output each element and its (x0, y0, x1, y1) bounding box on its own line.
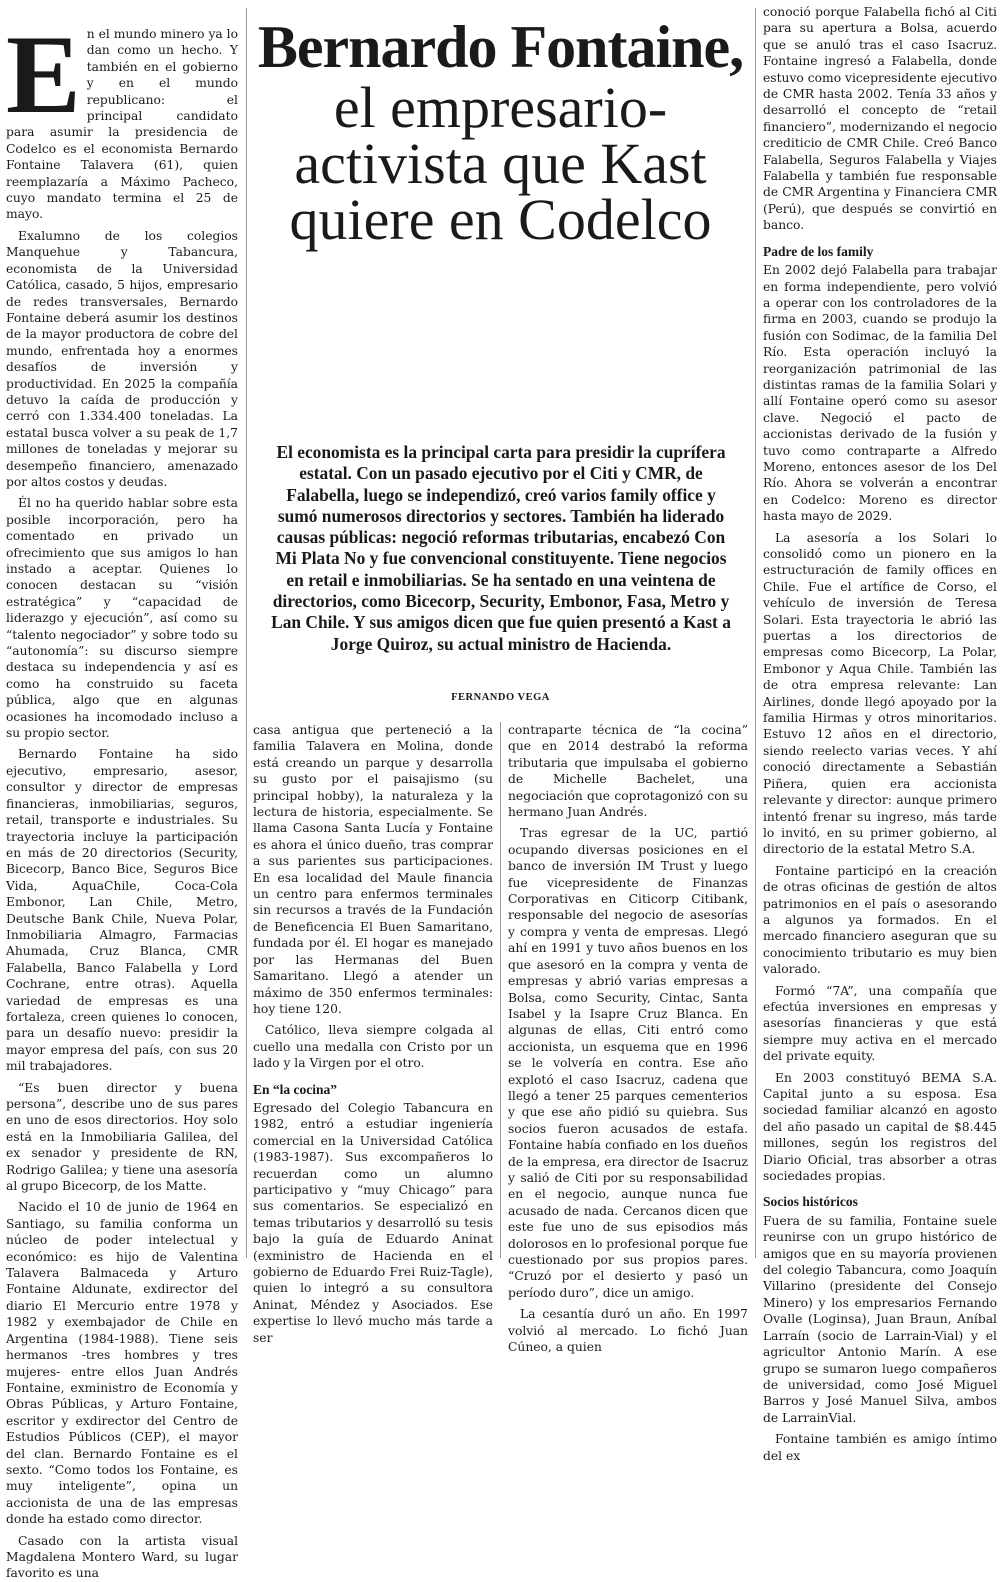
deck: El economista es la principal carta para presidir la cuprífera estatal. Con un pasado ejecutivo por el Citi y CMR, de Falabella, luego se independizó, creó varios family office y sumó numerosos directorios y sectores. También ha liderado causas públicas: negoció reformas tributarias, encabezó Con Mi Plata No y fue convencional constituyente. Tiene negocios en retail e inmobiliarias. Se ha sentado en una veintena de directorios, como Bicecorp, Security, Embonor, Fasa, Metro y Lan Chile. Y sus amigos dicen que fue quien presentó a Kast a Jorge Quiroz, su actual ministro de Hacienda. (271, 442, 731, 654)
headline (253, 14, 748, 252)
paragraph: Egresado del Colegio Tabancura en 1982, entró a estudiar ingeniería comercial en la Universidad Católica (1983-1987). Sus excompañeros lo recuerdan como un alumno participativo y “muy Chicago” para sus comentarios. Se especializó en temas tributarios y desarrolló su tesis bajo la guía de Eduardo Aninat (exministro de Hacienda en el gobierno de Eduardo Frei Ruiz-Tagle), quien lo integró a su consultora Aninat, Méndez y Asociados. Ese expertise lo llevó mucho más tarde a ser (253, 1100, 493, 1345)
paragraph: contraparte técnica de “la cocina” que en 2014 destrabó la reforma tributaria que impulsaba el gobierno de Michelle Bachelet, una negociación que coprotagonizó con su hermano Juan Andrés. (508, 723, 748, 820)
paragraph: La asesoría a los Solari lo consolidó como un pionero en la estructuración de family offices en Chile. Fue el artífice de Corso, el vehículo de inversión de Teresa Solari. Esta trayectoria le abrió las puertas a los directorios de empresas como Bicecorp, La Polar, Embonor y Aqua Chile. También las de otra empresa relevante: Lan Airlines, donde llegó apoyado por la familia Hirmas y otros minoritarios. Estuvo 12 años en el directorio, siendo reelecto varias veces. Y ahí conoció directamente a Sebastián Piñera, quien era accionista relevante y director: aunque primero intentó frenar su ingreso, más tarde lo invitó, en su primer gobierno, al directorio de la estatal Metro S.A. (763, 530, 997, 857)
paragraph: En 2002 dejó Falabella para trabajar en forma independiente, pero volvió a operar con los controladores de la firma en 2003, cuando se produjo la fusión con Sodimac, de la familia Del Río. Esta operación incluyó la reorganización patrimonial de las distintas ramas de la familia Solari y allí Fontaine operó como su asesor clave. Negoció el pacto de accionistas derivado de la fusión y tuvo como contraparte a Alfredo Moreno, entonces asesor de los Del Río. Ahora se volverán a encontrar en Codelco: Moreno es director hasta mayo de 2029. (763, 263, 997, 524)
column-2 (253, 722, 493, 1345)
paragraph: Fuera de su familia, Fontaine suele reunirse con un grupo histórico de amigos que en su mayoría provienen del colegio Tabancura, como Joaquín Villarino (presidente del Consejo Minero) y los empresarios Fernando Ovalle (Loginsa), Juan Braun, Aníbal Larraín (socio de Larrain-Vial) y el agricultor Antonio Marín. A ese grupo se sumaron luego compañeros de universidad, como José Miguel Barros y José Manuel Silva, ambos de LarrainVial. (763, 1213, 997, 1425)
paragraph: Formó “7A”, una compañía que efectúa inversiones en empresas y asesorías financieras y que está siempre muy activa en el mercado del private equity. (763, 983, 997, 1064)
paragraph: casa antigua que perteneció a la familia Talavera en Molina, donde está creando un parque y desarrolla su gusto por el paisajismo (su principal hobby), la naturaleza y la lectura de historia, especialmente. Se llama Casona Santa Lucía y Fontaine es ahora el único dueño, tras comprar a sus parientes sus participaciones. En esa localidad del Maule financia un centro para enfermos terminales sin recursos a través de la Fundación de Beneficencia El Buen Samaritano, fundada por él. El hogar es manejado por las Hermanas del Buen Samaritano. Llegó a atender un máximo de 350 enfermos terminales: hoy tiene 120. (253, 723, 493, 1016)
paragraph: En 2003 constituyó BEMA S.A. Capital junto a su esposa. Esa sociedad familiar alcanzó en agosto del año pasado un capital de $8.445 millones, según los registros del Diario Oficial, tras absorber a otras sociedades propias. (763, 1070, 997, 1184)
paragraph: Católico, lleva siempre colgada al cuello una medalla con Cristo por un lado y la Virgen por el otro. (253, 1023, 493, 1071)
column-2b-paragraphs (253, 1100, 493, 1346)
drop-cap: E (6, 13, 81, 137)
column-4b-paragraphs (763, 262, 997, 1184)
paragraph: Él no ha querido hablar sobre esta posible incorporación, pero ha comentado en privado un ofrecimiento que sus amigos lo han instado a aceptar. Quienes lo conocen destacan su “visión estratégica” y “capacidad de liderazgo y ejecución”, así como su “talento negociador” y sobre todo su “autonomía”: su discurso siempre destaca su independencia y así es como ha construido su faceta pública, algo que en algunas ocasiones ha incomodado incluso a su propio sector. (6, 496, 238, 741)
column-4c-paragraphs (763, 1213, 997, 1464)
column-rule (755, 8, 756, 1258)
column-4 (763, 4, 997, 1463)
section-heading-cocina: En “la cocina” (253, 1081, 338, 1097)
column-rule (500, 722, 501, 1258)
paragraph: Fontaine participó en la creación de otras oficinas de gestión de altos patrimonios en el país o asesorando a algunos ya formados. En el mercado financiero aseguran que su conocimiento tributario es muy bien valorado. (763, 863, 997, 977)
column-1 (6, 13, 238, 1581)
headline-subtitle: el empresario-activista que Kast quiere en Codelco (289, 75, 712, 252)
column-rule (246, 8, 247, 1258)
byline: FERNANDO VEGA (451, 692, 550, 703)
column-1-paragraphs (6, 13, 238, 1582)
paragraph: Exalumno de los colegios Manquehue y Tabancura, economista de la Universidad Católica, casado, 5 hijos, empresario de redes transversales, Bernardo Fontaine deberá asumir los destinos de la mayor productora de cobre del mundo, enfrentada hoy a enormes desafíos de inversión y productividad. En 2025 la compañía detuvo la caída de producción y cerró con 1.334.400 toneladas. La estatal busca volver a su peak de 1,7 millones de toneladas y mejorar su desempeño financiero, amenazado por altos costos y deudas. (6, 228, 238, 489)
paragraph: n el mundo minero ya lo dan como un hecho. Y también en el gobierno y en el mundo republicano: el principal candidato para asumir la presidencia de Codelco es el economista Bernardo Fontaine Talavera (61), quien reemplazaría a Máximo Pacheco, cuyo mandato termina el 25 de mayo. (6, 27, 238, 222)
paragraph: conoció porque Falabella fichó al Citi para su apertura a Bolsa, acuerdo que se anuló tras el caso Isacruz. Fontaine ingresó a Falabella, donde estuvo como vicepresidente ejecutivo de CMR hasta 2002. Tenía 33 años y desarrolló el concepto de “retail financiero”, modernizando el negocio crediticio de CMR Chile. Creó Banco Falabella, Seguros Falabella y Viajes Falabella y también fue responsable de CMR Argentina y Financiera CMR (Perú), que después se convirtió en banco. (763, 5, 997, 233)
column-2-paragraphs (253, 722, 493, 1072)
paragraph: La cesantía duró un año. En 1997 volvió al mercado. Lo fichó Juan Cúneo, a quien (508, 1307, 748, 1355)
column-3-paragraphs (508, 722, 748, 1355)
paragraph: Bernardo Fontaine ha sido ejecutivo, empresario, asesor, consultor y director de empresas financieras, inmobiliarias, seguros, retail, transporte e industriales. Su trayectoria incluye la participación en más de 20 directorios (Security, Bicecorp, Banco Bice, Seguros Bice Vida, AquaChile, Coca-Cola Embonor, Lan Chile, Metro, Deutsche Bank Chile, Nueva Polar, Inmobiliaria Almagro, Farmacias Ahumada, Cruz Blanca, CMR Falabella, Banco Falabella y Lord Cochrane, entre otras). Aquella variedad de empresas es una fortaleza, creen quienes lo conocen, para un desafío nuevo: presidir la mayor empresa del país, con sus 20 mil trabajadores. (6, 747, 238, 1074)
paragraph: Fontaine también es amigo íntimo del ex (763, 1432, 997, 1463)
column-4-paragraphs (763, 4, 997, 234)
column-3 (508, 722, 748, 1355)
paragraph: Casado con la artista visual Magdalena Montero Ward, su lugar favorito es una (6, 1533, 238, 1581)
paragraph: Nacido el 10 de junio de 1964 en Santiago, su familia conforma un núcleo de poder intelectual y económico: es hijo de Valentina Talavera Balmaceda y Arturo Fontaine Aldunate, exdirector del diario El Mercurio entre 1978 y 1982 y exembajador de Chile en Argentina (1984-1988). Tiene seis hermanos -tres hombres y tres mujeres- entre ellos Juan Andrés Fontaine, exministro de Economía y Obras Públicas, y Arturo Fontaine, escritor y exdirector del Centro de Estudios Públicos (CEP), el mayor del clan. Bernardo Fontaine es el sexto. “Como todos los Fontaine, es muy inteligente”, opina un accionista de una de las empresas donde ha estado como director. (6, 1200, 238, 1527)
section-heading-family: Padre de los family (763, 243, 874, 259)
paragraph: Tras egresar de la UC, partió ocupando diversas posiciones en el banco de inversión IM Trust y luego fue vicepresidente de Finanzas Corporativas en Citicorp Citibank, responsable del negocio de asesorías y compra y venta de empresas. Llegó ahí en 1991 y tuvo años buenos en los que asesoró en la compra y venta de empresas y abrió varias empresas a Bolsa, como Security, Cintac, Santa Isabel y la Isapre Cruz Blanca. En algunas de ellas, Citi entró como accionista, un esquema que en 1996 se le volvería en contra. Ese año explotó el caso Isacruz, cadena que llegó a tener 25 parques cementerios y que ese año pidió su quiebra. Sus socios fueron acusados de estafa. Fontaine había confiado en los dueños de la empresa, era director de Isacruz y salió de Citi por su responsabilidad en el negocio, aunque nunca fue acusado de nada. Cercanos dicen que este fue uno de sus episodios más dolorosos en lo profesional porque fue cuestionado por sus propios pares. “Cruzó por el desierto y pasó un período duro”, dice un amigo. (508, 826, 748, 1300)
section-heading-socios: Socios históricos (763, 1194, 858, 1210)
paragraph: “Es buen director y buena persona”, describe uno de sus pares en uno de esos directorios. Hoy solo está en la Inmobiliaria Galilea, del ex senador y presidente de RN, Rodrigo Galilea; y tiene una asesoría al grupo Bicecorp, de los Matte. (6, 1080, 238, 1194)
headline-name: Bernardo Fontaine, (257, 14, 744, 80)
